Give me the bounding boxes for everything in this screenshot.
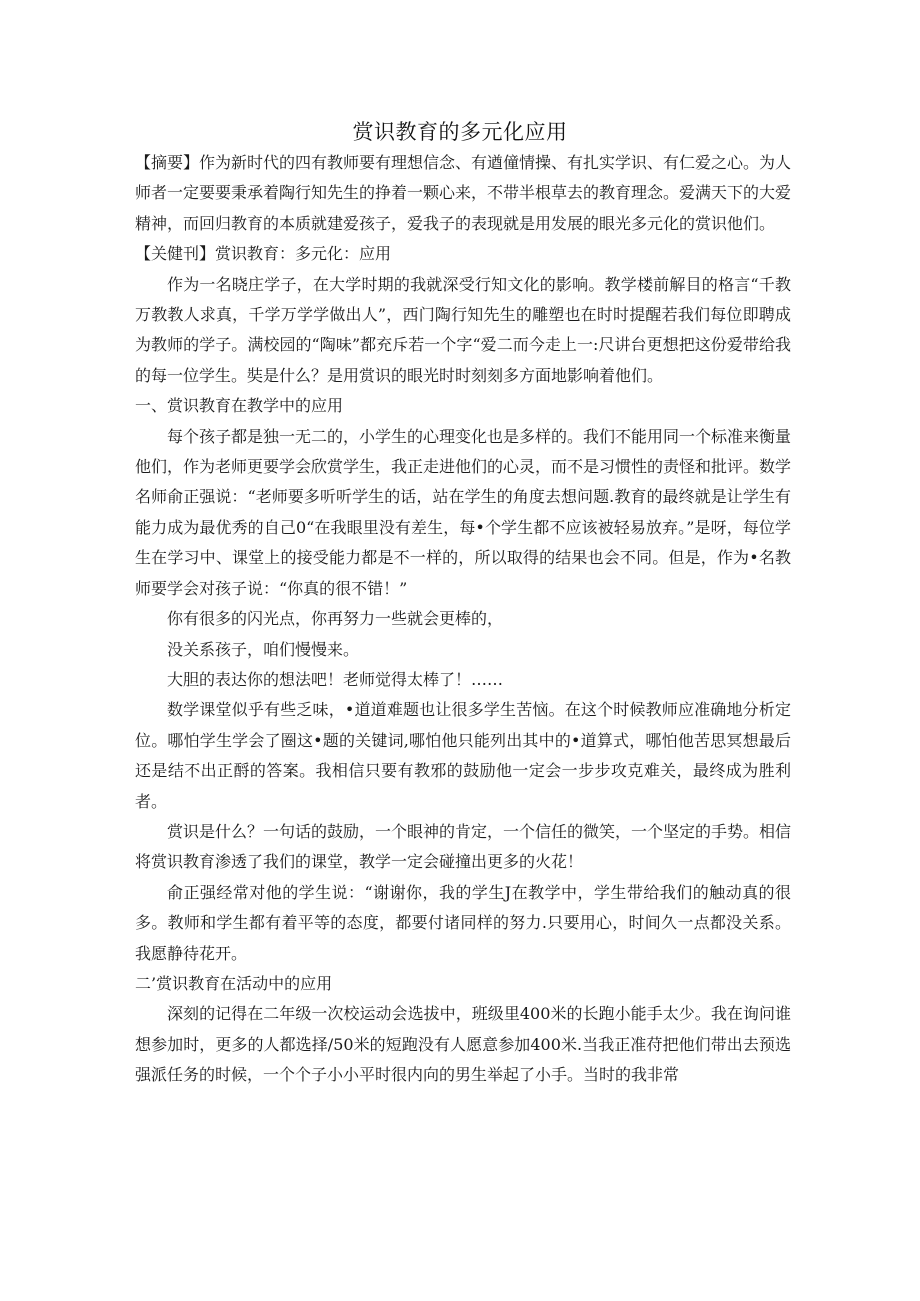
abstract-paragraph: 【摘要】作为新时代的四有教师要有理想信念、有遒僮情操、有扎实学识、有仁爱之心。为人师者一定要要秉承着陶行知先生的挣着一颗心来，不带半根草去的教育理念。爱满天下的大爱精神，而回归教育的本质就建爱孩子，爱我子的表现就是用发展的眼光多元化的赏识他们。	[135, 153, 792, 233]
document-body	[135, 148, 791, 1091]
body-paragraph: 大胆的表达你的想法吧！老师觉得太棒了！……	[167, 669, 504, 689]
intro-paragraph: 作为一名晓庄学子，在大学时期的我就深受行知文化的影响。教学楼前解目的格言“千教万教教人求真，千学万学学做出人”，西门陶行知先生的雕塑也在时时提醒若我们每位即聘成为教师的学子。满校园的“陶味”都充斥若一个字“爱二而今走上一:尺讲台更想把这份爱带给我的每一位学生。奘是什么？是用赏识的眼光时时刻刻多方面地影响着他们。	[135, 274, 791, 385]
body-paragraph: 数学课堂似乎有些乏味，•道道难题也让很多学生苦恼。在这个时候教师应准确地分析定位。哪怕学生学会了圈这•题的关键词,哪怕他只能列出其中的•道算式，哪怕他苦思冥想最后还是结不出正酹的答案。我相信只要有教邪的鼓励他一定会一步步攻克难关，最终成为胜利者。	[135, 700, 791, 811]
section-2-heading: 二’赏识教育在活动中的应用	[135, 973, 333, 993]
body-paragraph: 你有很多的闪光点，你再努力一些就会更棒的，	[167, 609, 504, 629]
body-paragraph: 深刻的记得在二年级一次校运动会选拔中，班级里400米的长跑小能手太少。我在询问谁想参加时，更多的人都选择/50米的短跑没有人愿意参加400米.当我正准苻把他们带出去预选强派任务的时候，一个个子小小平时很内向的男生举起了小手。当时的我非常	[135, 1004, 791, 1085]
document-title: 赏识教育的多元化应用	[352, 120, 568, 144]
body-paragraph: 赏识是什么？一句话的鼓励，一个眼神的肯定，一个信任的微笑，一个坚定的手势。相信将赏识教育渗透了我们的课堂，教学一定会碰撞出更多的火花！	[135, 821, 792, 872]
body-paragraph: 每个孩子都是独一无二的，小学生的心理变化也是多样的。我们不能用同一个标准来衡量他们，作为老师更要学会欣赏学生，我正走进他们的心灵，而不是习惯性的责怪和批评。数学名师俞正强说：“老师要多听听学生的话，站在学生的角度去想问题.教育的最终就是让学生有能力成为最优秀的自己0“在我眼里没有差生，每•个学生都不应该被轻易放弃。”是呀，每位学生在学习中、课堂上的接受能力都是不一样的，所以取得的结果也会不同。但是，作为•名教师要学会对孩子说：“你真的很不错！”	[135, 426, 792, 598]
keywords-paragraph: 【关健刊】赏识教育：多元化：应用	[135, 244, 392, 264]
body-paragraph: 没关系孩子，咱们慢慢来。	[167, 639, 360, 659]
section-1-heading: 一、赏识教育在教学中的应用	[135, 396, 344, 416]
body-paragraph: 俞正强经常对他的学生说：“谢谢你，我的学生J在教学中，学生带给我们的触动真的很多。教师和学生都有着平等的态度，都要付诸同样的努力.只要用心，时间久一点都没关系。我愿静待花开。	[135, 882, 791, 963]
